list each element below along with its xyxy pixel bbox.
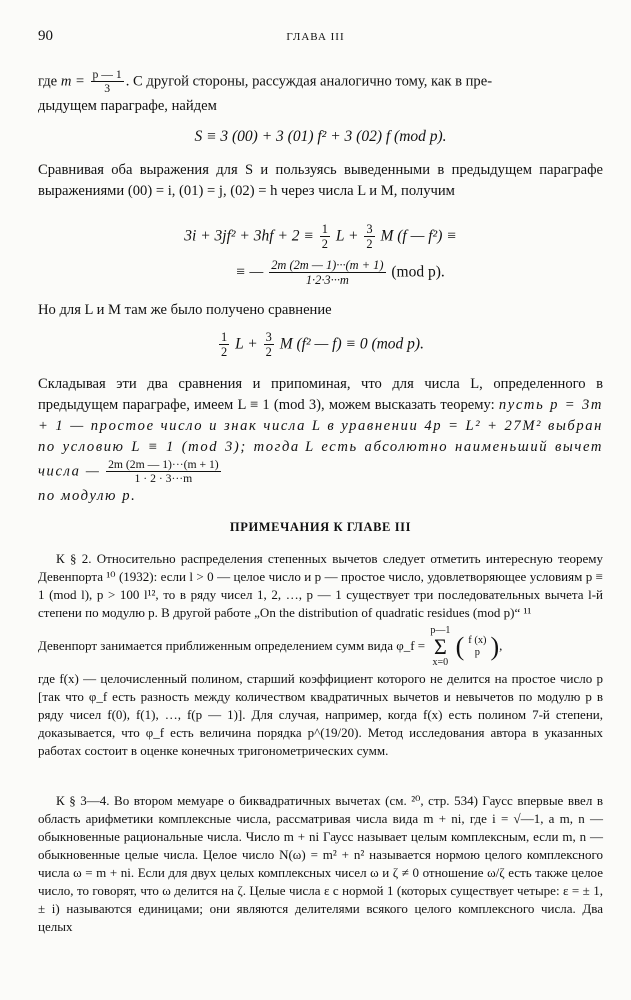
equation-2: 3i + 3jf² + 3hf + 2 ≡ $\frac{1}{2}$ L + $\frac{3}{2}$ M (f — f²) ≡ xyxy=(184,222,457,252)
paragraph-2: Сравнивая оба выражения для S и пользуясь выведенными в предыдущем параграфе выражениями (00) = i, (01) = j, (02) = h через числа L и M, получим xyxy=(38,162,603,199)
theorem-part2: L есть абсолютно наименьший вычет числа — xyxy=(38,439,603,480)
note1-sum-line: Девенпорт занимается приближенным определением сумм вида φ_f = p—1 Σ x=0 ( f (x) p ), xyxy=(38,625,503,668)
fraction-binomial-2: $\frac{2m (2m — 1)\cdot\cdot\cdot(m + 1)}{1 \cdot 2 \cdot 3\cdot\cdot\cdot m}$ xyxy=(108,458,219,486)
fraction-three-halves-2: $\frac{3}{2}$ xyxy=(265,330,272,360)
chapter-title: ГЛАВА III xyxy=(286,31,345,43)
line2: дыдущем параграфе, найдем xyxy=(38,97,217,114)
note-section-3-4 xyxy=(38,792,603,936)
page-header xyxy=(38,28,593,48)
paragraph-4 xyxy=(38,374,603,507)
sum-symbol: p—1 Σ x=0 xyxy=(430,625,451,668)
fraction-binomial: $\frac{2m (2m — 1)\cdot\cdot\cdot(m + 1)}{1\cdot 2\cdot 3\cdot\cdot\cdot m}$ xyxy=(271,258,384,288)
note1-part1: К § 2. Относительно распределения степенных вычетов следует отметить интересную теорему Девенпорта ¹⁰ (1932): если l > 0 — целое число и p — простое число, удовлетворяющее условиям p ≡ 1 (mod l), p > 100 l¹², то в ряду чисел 1, 2, …, p — 1 существует три последовательных вычета l-й степени по модулю p. В другой работе „On the distribution of quadratic residues (mod p)“ ¹¹ xyxy=(38,551,603,620)
equation-s: S ≡ 3 (00) + 3 (01) f² + 3 (02) f (mod p). xyxy=(194,128,447,145)
notes-title: ПРИМЕЧАНИЯ К ГЛАВЕ III xyxy=(229,520,412,534)
line1-rest: . С другой стороны, рассуждая аналогично тому, как в пре- xyxy=(125,73,493,90)
paragraph-3: Но для L и M там же было получено сравнение xyxy=(38,302,332,318)
equation-3: ≡ — $\frac{2m (2m — 1)\cdot\cdot\cdot(m + 1)}{1\cdot 2\cdot 3\cdot\cdot\cdot m}$ (mod p). xyxy=(235,258,445,288)
theorem-part3: по модулю p. xyxy=(38,487,137,504)
fraction-three-halves: $\frac{3}{2}$ xyxy=(366,222,373,252)
theorem-part1: пусть p = 3m + 1 — простое число и знак числа L в уравнении 4p = L² + 27M² выбран по условию L ≡ 1 (mod 3); тогда xyxy=(38,397,604,455)
note2-text: К § 3—4. Во втором мемуаре о биквадратичных вычетах (см. ²⁰, стр. 534) Гаусс впервые ввел в область арифметики комплексные числа, рассматривая числа вида m + ni, где i = √—1, а m, n — обыкновенные рациональные числа. Число m + ni Гаусс называет целым комплексным, если m, n — обыкновенные целые числа. Целое число N(ω) = m² + n² называется нормою целого комплексного числа ω = m + ni. Если для двух целых комплексных чисел ω и ζ ≠ 0 отношение ω/ζ есть также целое число, то говорят, что ω делится на ζ. Целые числа ε с нормой 1 (которых существует четыре: ε = ± 1, ± i) называются единицами; они являются делителями всякого целого комплексного числа. Два целых xyxy=(38,793,603,934)
fraction-half: $\frac{1}{2}$ xyxy=(321,222,328,252)
page-number: 90 xyxy=(38,28,53,44)
where-word: где xyxy=(38,73,58,90)
paragraph-4-intro: Складывая эти два сравнения и припоминая, что для числа L, определенного в предыдущем параграфе, имеем L ≡ 1 (mod 3), можем высказать теорему: xyxy=(38,376,603,413)
note-section-2 xyxy=(38,550,603,760)
legendre-symbol: f (x) p xyxy=(468,635,487,658)
paragraph-1 xyxy=(38,68,603,117)
m-eq: m = xyxy=(60,73,85,90)
fraction-half-2: $\frac{1}{2}$ xyxy=(221,330,228,360)
fraction-m: $\frac{p — 1}{3}$ xyxy=(92,68,122,96)
equation-4: $\frac{1}{2}$ L + $\frac{3}{2}$ M (f² — f) ≡ 0 (mod p). xyxy=(221,330,424,360)
note1-part3: где f(x) — целочисленный полином, старший коэффициент которого не делится на простое число p [так что φ_f есть разность между количеством квадратичных вычетов и невычетов по модулю p в ряду чисел f(0), f(1), …, f(p — 1)]. Для случая, например, когда f(x) есть полином 7-й степени, доказывается, что φ_f есть величина порядка p^(19/20). Метод исследования автора в указанных работах состоит в оценке конечных тригонометрических сумм. xyxy=(38,671,603,758)
